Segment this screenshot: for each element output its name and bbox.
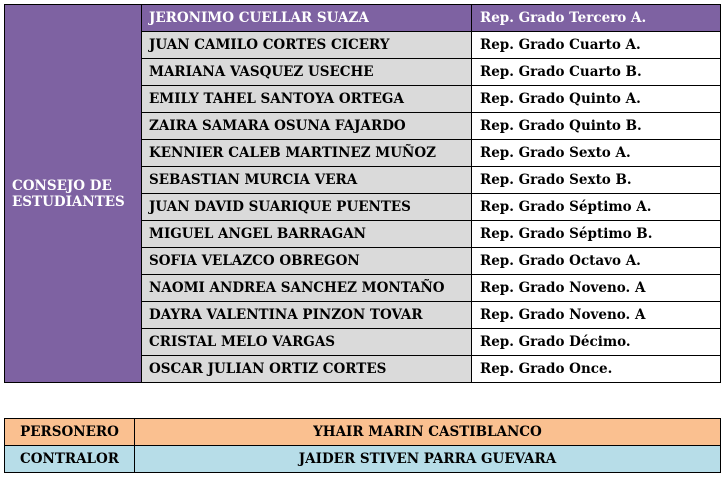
officers-table [4, 418, 721, 473]
grade-representative: Rep. Grado Tercero A. [472, 5, 721, 32]
student-name: DAYRA VALENTINA PINZON TOVAR [142, 302, 472, 329]
student-name: MIGUEL ANGEL BARRAGAN [142, 221, 472, 248]
grade-representative: Rep. Grado Quinto A. [472, 86, 721, 113]
grade-representative: Rep. Grado Sexto A. [472, 140, 721, 167]
contralor-role-label: CONTRALOR [5, 446, 135, 473]
grade-representative: Rep. Grado Cuarto A. [472, 32, 721, 59]
grade-representative: Rep. Grado Noveno. A [472, 302, 721, 329]
council-row [5, 5, 721, 32]
grade-representative: Rep. Grado Séptimo B. [472, 221, 721, 248]
personero-name: YHAIR MARIN CASTIBLANCO [135, 419, 721, 446]
student-name: JUAN DAVID SUARIQUE PUENTES [142, 194, 472, 221]
contralor-row [5, 446, 721, 473]
student-council-rows [5, 5, 721, 383]
grade-representative: Rep. Grado Quinto B. [472, 113, 721, 140]
student-name: SEBASTIAN MURCIA VERA [142, 167, 472, 194]
grade-representative: Rep. Grado Sexto B. [472, 167, 721, 194]
student-name: ZAIRA SAMARA OSUNA FAJARDO [142, 113, 472, 140]
student-name: OSCAR JULIAN ORTIZ CORTES [142, 356, 472, 383]
student-council-table [4, 4, 721, 383]
student-name: CRISTAL MELO VARGAS [142, 329, 472, 356]
student-name: SOFIA VELAZCO OBREGON [142, 248, 472, 275]
student-name: EMILY TAHEL SANTOYA ORTEGA [142, 86, 472, 113]
personero-row [5, 419, 721, 446]
student-name: JERONIMO CUELLAR SUAZA [142, 5, 472, 32]
student-name: KENNIER CALEB MARTINEZ MUÑOZ [142, 140, 472, 167]
grade-representative: Rep. Grado Noveno. A [472, 275, 721, 302]
grade-representative: Rep. Grado Once. [472, 356, 721, 383]
grade-representative: Rep. Grado Séptimo A. [472, 194, 721, 221]
personero-role-label: PERSONERO [5, 419, 135, 446]
student-name: NAOMI ANDREA SANCHEZ MONTAÑO [142, 275, 472, 302]
grade-representative: Rep. Grado Octavo A. [472, 248, 721, 275]
grade-representative: Rep. Grado Cuarto B. [472, 59, 721, 86]
grade-representative: Rep. Grado Décimo. [472, 329, 721, 356]
student-name: MARIANA VASQUEZ USECHE [142, 59, 472, 86]
student-name: JUAN CAMILO CORTES CICERY [142, 32, 472, 59]
contralor-name: JAIDER STIVEN PARRA GUEVARA [135, 446, 721, 473]
council-group-label: CONSEJO DE ESTUDIANTES [5, 5, 142, 383]
